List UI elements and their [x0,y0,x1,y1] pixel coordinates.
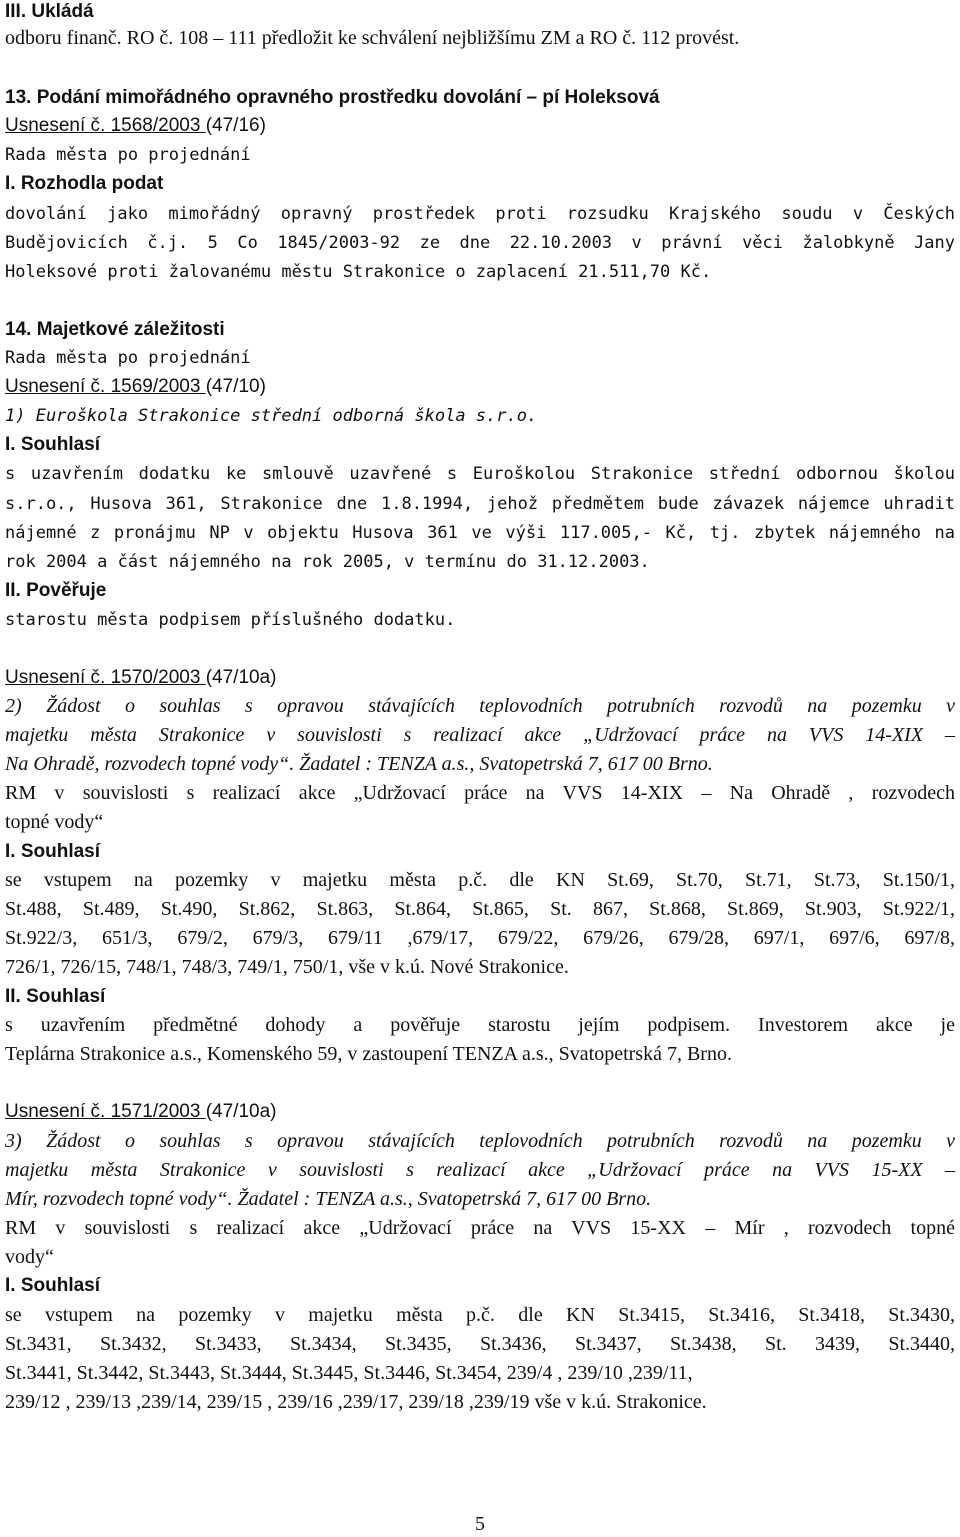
resolution-ref-1571 [5,1100,955,1126]
paragraph-line: vody“ [5,1246,54,1268]
decision-heading: II. Souhlasí [5,986,106,1007]
resolution-number: Usnesení č. 1570/2003 [5,667,206,688]
paragraph-line: St.922/3, 651/3, 679/2, 679/3, 679/11 ,679/17, 679/22, 679/26, 679/28, 697/1, 697/6, 697/8, [5,927,955,949]
paragraph-line: se vstupem na pozemky v majetku města p.č. dle KN St.3415, St.3416, St.3418, St.3430, [5,1304,955,1326]
decision-heading: I. Souhlasí [5,1275,101,1296]
resolution-ref-1569 [5,375,955,401]
paragraph-line: 239/12 , 239/13 ,239/14, 239/15 , 239/16 ,239/17, 239/18 ,239/19 vše v k.ú. Strakonice. [5,1391,707,1413]
decision-heading: II. Pověřuje [5,580,107,601]
paragraph-line: s uzavřením předmětné dohody a pověřuje starostu jejím podpisem. Investorem akce je [5,1014,955,1036]
paragraph-line: Budějovicích č.j. 5 Co 1845/2003-92 ze dne 22.10.2003 v právní věci žalobkyně Jany [5,233,955,253]
resolution-number: Usnesení č. 1569/2003 [5,376,206,397]
item-title: 3) Žádost o souhlas s opravou stávajících teplovodních potrubních rozvodů na pozemku v [5,1130,955,1152]
paragraph-line: nájemné z pronájmu NP v objektu Husova 361 ve výši 117.005,- Kč, tj. zbytek nájemného na [5,523,955,543]
paragraph-line: s.r.o., Husova 361, Strakonice dne 1.8.1994, jehož předmětem bude závazek nájemce uhradit [5,494,955,514]
paragraph-line: Holeksové proti žalovanému městu Strakonice o zaplacení 21.511,70 Kč. [5,262,712,282]
item-heading-13: 13. Podání mimořádného opravného prostředku dovolání – pí Holeksová [5,87,660,108]
council-line: Rada města po projednání [5,145,251,165]
paragraph-line: se vstupem na pozemky v majetku města p.č. dle KN St.69, St.70, St.71, St.73, St.150/1, [5,869,955,891]
paragraph-line: 726/1, 726/15, 748/1, 748/3, 749/1, 750/1, vše v k.ú. Nové Strakonice. [5,956,569,978]
item-title: 1) Euroškola Strakonice střední odborná škola s.r.o. [5,406,538,426]
paragraph-line: topné vody“ [5,811,104,833]
paragraph-line: s uzavřením dodatku ke smlouvě uzavřené s Euroškolou Strakonice střední odbornou školou [5,464,955,484]
resolution-number: Usnesení č. 1568/2003 [5,115,206,136]
item-title: Na Ohradě, rozvodech topné vody“. Žadatel : TENZA a.s., Svatopetrská 7, 617 00 Brno. [5,753,713,775]
page-number: 5 [475,1513,485,1535]
resolution-number: Usnesení č. 1571/2003 [5,1101,206,1122]
item-title: majetku města Strakonice v souvislosti s realizací akce „Udržovací práce na VVS 14-XIX – [5,724,955,746]
resolution-code: (47/10) [205,376,266,397]
paragraph-line: dovolání jako mimořádný opravný prostředek proti rozsudku Krajského soudu v Českých [5,204,955,224]
paragraph-line: St.3441, St.3442, St.3443, St.3444, St.3445, St.3446, St.3454, 239/4 , 239/10 ,239/11, [5,1362,693,1384]
resolution-code: (47/10a) [205,667,277,688]
item-title: Mír, rozvodech topné vody“. Žadatel : TENZA a.s., Svatopetrská 7, 617 00 Brno. [5,1188,652,1210]
item-title: 2) Žádost o souhlas s opravou stávajících teplovodních potrubních rozvodů na pozemku v [5,695,955,717]
paragraph-line: RM v souvislosti s realizací akce „Udržovací práce na VVS 14-XIX – Na Ohradě , rozvodech [5,782,955,804]
item-title: majetku města Strakonice v souvislosti s realizací akce „Udržovací práce na VVS 15-XX – [5,1159,955,1181]
decision-heading: I. Souhlasí [5,841,101,862]
paragraph-line: starostu města podpisem příslušného dodatku. [5,610,456,630]
council-line: Rada města po projednání [5,348,251,368]
paragraph-line: RM v souvislosti s realizací akce „Udržovací práce na VVS 15-XX – Mír , rozvodech topné [5,1217,955,1239]
resolution-ref-1570 [5,666,955,692]
resolution-code: (47/16) [205,115,266,136]
paragraph-line: St.488, St.489, St.490, St.862, St.863, St.864, St.865, St. 867, St.868, St.869, St.903, St.922/1, [5,898,955,920]
decision-heading: I. Souhlasí [5,434,101,455]
item-heading-14: 14. Majetkové záležitosti [5,319,225,340]
paragraph-line: St.3431, St.3432, St.3433, St.3434, St.3435, St.3436, St.3437, St.3438, St. 3439, St.3440, [5,1333,955,1355]
section-heading-ukl: III. Ukládá [5,1,94,22]
paragraph-line: rok 2004 a část nájemného na rok 2005, v termínu do 31.12.2003. [5,552,650,572]
paragraph-line: odboru finanč. RO č. 108 – 111 předložit ke schválení nejbližšímu ZM a RO č. 112 provést. [5,27,740,49]
decision-heading: I. Rozhodla podat [5,173,164,194]
paragraph-line: Teplárna Strakonice a.s., Komenského 59, v zastoupení TENZA a.s., Svatopetrská 7, Brno. [5,1043,732,1065]
resolution-ref-1568 [5,114,955,140]
resolution-code: (47/10a) [205,1101,277,1122]
